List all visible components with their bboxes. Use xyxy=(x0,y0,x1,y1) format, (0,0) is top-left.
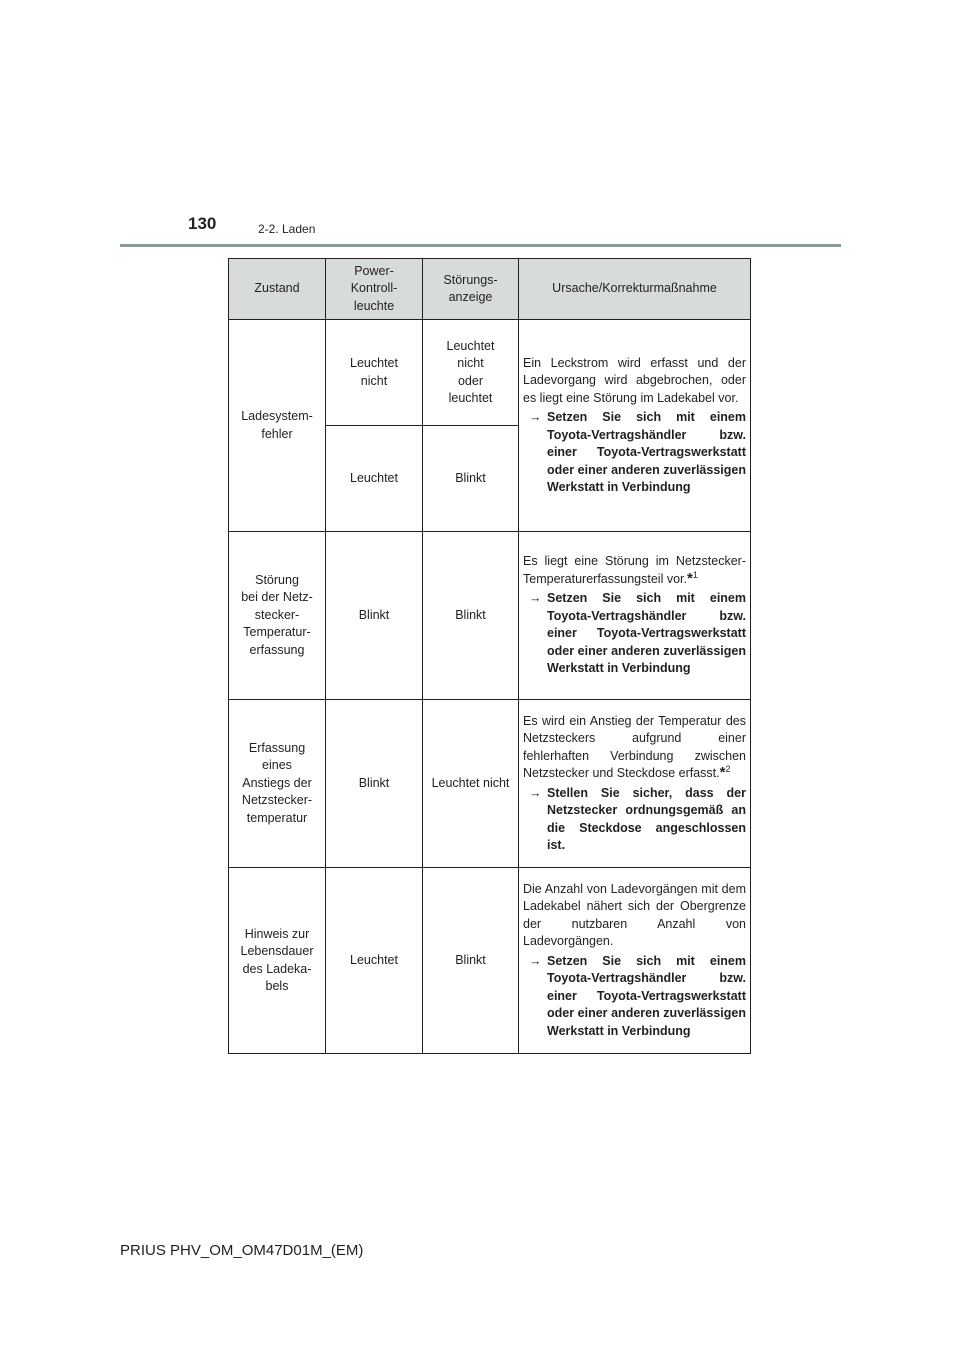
power-indicator-cell: Leuchtet nicht xyxy=(326,320,423,426)
power-indicator-cell: Blinkt xyxy=(326,700,423,868)
zustand-cell: Ladesystem- fehler xyxy=(229,320,326,532)
action-item xyxy=(523,953,746,1041)
power-indicator-cell: Blinkt xyxy=(326,532,423,700)
cause-text: Es wird ein Anstieg der Temperatur des Netzsteckers aufgrund einer fehlerhaften Verbindung zwischen Netzstecker und Steckdose erfasst.*$^2$ xyxy=(523,713,746,781)
power-indicator-cell: Leuchtet xyxy=(326,868,423,1054)
cause-text: Ein Leckstrom wird erfasst und der Ladevorgang wird abgebrochen, oder es liegt eine Störung im Ladekabel vor. xyxy=(523,355,746,405)
table-row xyxy=(229,532,751,700)
charging-status-table xyxy=(228,258,751,1054)
zustand-cell: Störung bei der Netz- stecker- Temperatur- erfassung xyxy=(229,532,326,700)
warning-indicator-cell: Blinkt xyxy=(423,426,519,532)
table-row xyxy=(229,320,751,426)
footnote-number: 2 xyxy=(725,763,731,774)
footnote-star-icon: * xyxy=(686,569,693,587)
cause-action-cell xyxy=(519,700,751,868)
header-cause-action: Ursache/Korrekturmaßnahme xyxy=(519,259,751,320)
cause-text: Die Anzahl von Ladevorgängen mit dem Ladekabel nähert sich der Obergrenze der nutzbaren Anzahl von Ladevorgängen. xyxy=(523,881,746,949)
footnote-number: 1 xyxy=(692,569,698,580)
zustand-cell: Erfassung eines Anstiegs der Netzstecker- temperatur xyxy=(229,700,326,868)
arrow-icon: → xyxy=(529,410,542,424)
warning-indicator-cell: Blinkt xyxy=(423,532,519,700)
warning-indicator-cell: Blinkt xyxy=(423,868,519,1054)
header-warning-indicator: Störungs- anzeige xyxy=(423,259,519,320)
action-text: Stellen Sie sicher, dass der Netzstecker ordnungsgemäß an die Steckdose angeschlossen ist. xyxy=(547,785,746,852)
header-zustand: Zustand xyxy=(229,259,326,320)
footnote-star-icon: * xyxy=(719,764,726,781)
document-id: PRIUS PHV_OM_OM47D01M_(EM) xyxy=(120,1242,364,1259)
action-text: Setzen Sie sich mit einem Toyota-Vertragshändler bzw. einer Toyota-Vertragswerkstatt oder einer anderen zuverlässigen Werkstatt in Verbindung xyxy=(547,953,746,1038)
action-text: Setzen Sie sich mit einem Toyota-Vertragshändler bzw. einer Toyota-Vertragswerkstatt oder einer anderen zuverlässigen Werkstatt in Verbindung xyxy=(547,410,746,494)
arrow-icon: → xyxy=(529,591,542,606)
table-row xyxy=(229,700,751,868)
action-item xyxy=(523,409,746,497)
header-divider xyxy=(120,244,841,247)
zustand-cell: Hinweis zur Lebensdauer des Ladeka- bels xyxy=(229,868,326,1054)
arrow-icon: → xyxy=(529,785,542,800)
table-row xyxy=(229,868,751,1054)
cause-action-cell xyxy=(519,532,751,700)
page-number: 130 xyxy=(188,214,217,233)
arrow-icon: → xyxy=(529,953,542,968)
section-title: 2-2. Laden xyxy=(258,222,316,236)
cause-action-cell xyxy=(519,320,751,532)
action-item xyxy=(523,785,746,855)
cause-text: Es liegt eine Störung im Netzstecker-Temperaturerfassungsteil vor.*$^1$ xyxy=(523,554,746,587)
power-indicator-cell: Leuchtet xyxy=(326,426,423,532)
warning-indicator-cell: Leuchtet nicht xyxy=(423,700,519,868)
table-header-row xyxy=(229,259,751,320)
action-text: Setzen Sie sich mit einem Toyota-Vertragshändler bzw. einer Toyota-Vertragswerkstatt oder einer anderen zuverlässigen Werkstatt in Verbindung xyxy=(547,591,746,676)
cause-action-cell xyxy=(519,868,751,1054)
action-item xyxy=(523,590,746,678)
warning-indicator-cell: Leuchtet nicht oder leuchtet xyxy=(423,320,519,426)
header-power-indicator: Power- Kontroll- leuchte xyxy=(326,259,423,320)
